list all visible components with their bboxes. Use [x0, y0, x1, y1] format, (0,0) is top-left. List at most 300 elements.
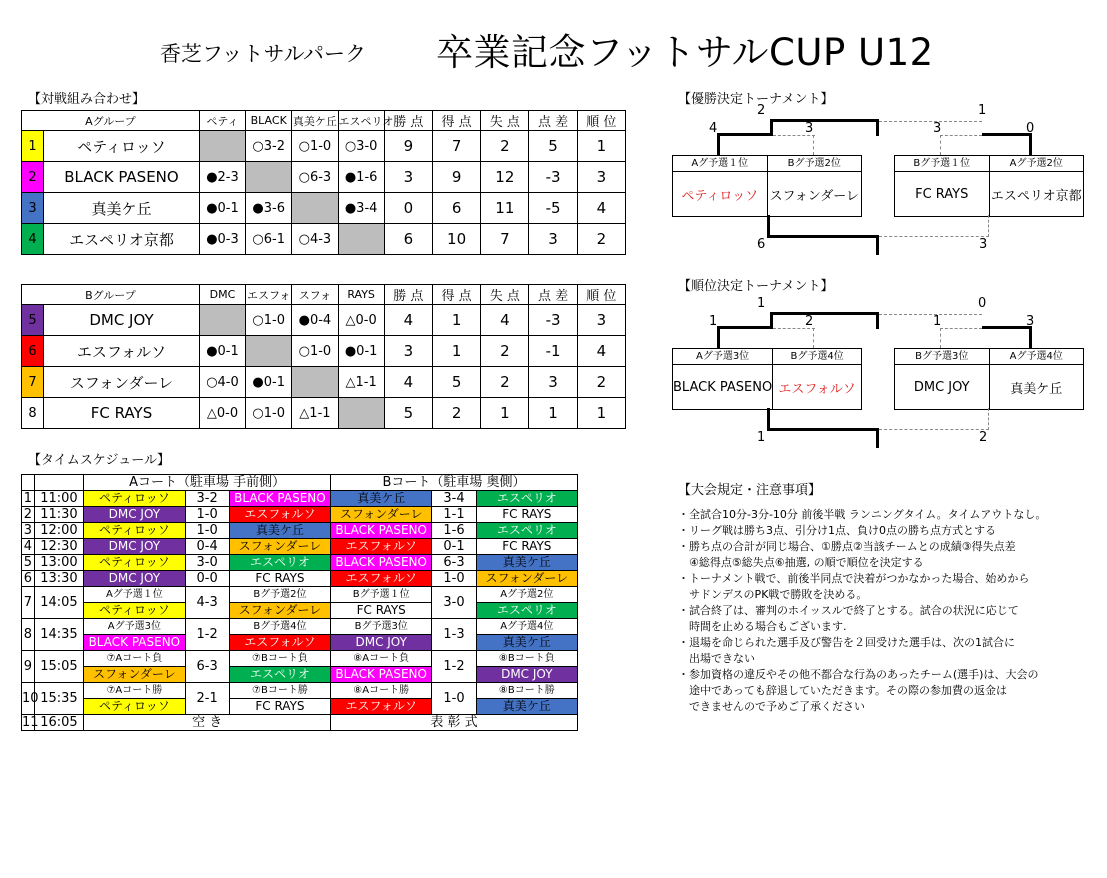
team-pts: 9	[384, 131, 432, 162]
group-a-header-cell: 勝 点	[384, 111, 432, 131]
team-gf: 5	[432, 367, 480, 398]
court-b-home: エスフォルソ	[331, 699, 432, 715]
winner-line	[717, 326, 720, 348]
court-b-away: エスペリオ	[476, 603, 577, 619]
team-gf: 10	[432, 224, 480, 255]
court-a-score: 3-2	[185, 491, 229, 507]
schedule-row	[22, 699, 578, 715]
match-result	[338, 398, 384, 429]
court-b-score: 0-1	[432, 539, 476, 555]
match-result	[199, 305, 245, 336]
court-b-score: 1-1	[432, 507, 476, 523]
slot-label: ⑦Aコート負	[84, 651, 185, 667]
rule-line: ・全試合10分-3分-10分 前後半戦 ランニングタイム。タイムアウトなし。	[678, 508, 1047, 521]
schedule-row	[22, 571, 578, 587]
match-time: 15:35	[34, 683, 84, 715]
match-number: 7	[22, 587, 35, 619]
team-gf: 7	[432, 131, 480, 162]
match-time: 11:00	[34, 491, 84, 507]
rule-line: できませんので予めご了承ください	[678, 700, 865, 713]
team-rank: 4	[577, 336, 625, 367]
schedule-row	[22, 603, 578, 619]
team-gd: -3	[529, 305, 577, 336]
team-ga: 12	[481, 162, 529, 193]
group-a-table	[21, 110, 626, 255]
bracket-score: 3	[1026, 314, 1035, 329]
bracket-team-name: エスフォルソ	[778, 381, 856, 397]
team-pts: 4	[384, 305, 432, 336]
bracket-team	[895, 349, 990, 409]
bracket-seed-label: Bグ予選3位	[895, 349, 989, 365]
court-a-home: ペティロッソ	[84, 603, 185, 619]
court-b-score: 1-2	[432, 651, 476, 683]
team-name: エスフォルソ	[44, 336, 200, 367]
team-ga: 4	[481, 305, 529, 336]
court-a-score: 3-0	[185, 555, 229, 571]
bracket-score: 1	[757, 430, 766, 445]
group-b-header-cell: RAYS	[338, 285, 384, 305]
group-b-header-cell: 得 点	[432, 285, 480, 305]
match-result	[199, 131, 245, 162]
court-a-away: エスフォルソ	[229, 635, 330, 651]
bracket-seed-label: Aグ予選4位	[990, 349, 1084, 365]
rule-line: ・参加資格の違反やその他不都合な行為のあったチーム(選手)は、大会の	[678, 668, 1039, 681]
loser-line	[940, 328, 942, 348]
court-b-home: BLACK PASENO	[331, 667, 432, 683]
schedule-row	[22, 555, 578, 571]
group-b-header-cell: スフォ	[292, 285, 338, 305]
match-number: 9	[22, 651, 35, 683]
court-a-score: 2-1	[185, 683, 229, 715]
team-gd: 3	[529, 224, 577, 255]
team-rank: 2	[577, 224, 625, 255]
rule-line: ・退場を命じられた選手及び警告を２回受けた選手は、次の1試合に	[678, 636, 1015, 649]
bracket-team	[768, 156, 862, 216]
team-number: 5	[22, 305, 44, 336]
court-b-header: Bコート（駐車場 奥側）	[331, 475, 578, 491]
court-b-score: 6-3	[432, 555, 476, 571]
bracket-match-box	[894, 348, 1084, 410]
rule-line: ・リーグ戦は勝ち3点、引分け1点、負け0点の勝ち点方式とする	[678, 524, 996, 537]
match-result: △1-1	[338, 367, 384, 398]
court-a-header: Aコート（駐車場 手前側）	[84, 475, 331, 491]
schedule-row	[22, 539, 578, 555]
match-number: 6	[22, 571, 35, 587]
loser-line	[879, 314, 982, 316]
match-result: ○6-1	[246, 224, 292, 255]
team-pts: 0	[384, 193, 432, 224]
team-name: スフォンダーレ	[44, 367, 200, 398]
team-ga: 11	[481, 193, 529, 224]
group-a-header-cell: BLACK	[246, 111, 292, 131]
slot-label: Bグ予選3位	[331, 619, 432, 635]
slot-label: ⑧Bコート負	[476, 651, 577, 667]
schedule-row	[22, 635, 578, 651]
bracket-score: 3	[933, 121, 942, 136]
team-name: ペティロッソ	[44, 131, 200, 162]
group-b-header-cell: 勝 点	[384, 285, 432, 305]
group-a-header-cell: 点 差	[529, 111, 577, 131]
bracket-score: 1	[933, 314, 942, 329]
match-result: ○1-0	[246, 305, 292, 336]
match-result: ○6-3	[292, 162, 338, 193]
final-heading: 【優勝決定トーナメント】	[678, 92, 834, 107]
team-gf: 1	[432, 305, 480, 336]
match-result: ●0-1	[246, 367, 292, 398]
court-a-away: スフォンダーレ	[229, 539, 330, 555]
court-b-away: エスペリオ	[476, 491, 577, 507]
winner-line	[982, 133, 1032, 136]
rules-section	[678, 483, 1098, 715]
team-number: 2	[22, 162, 44, 193]
group-b-row	[22, 305, 626, 336]
bracket-score: 2	[757, 103, 766, 118]
rule-line: ・トーナメント戦で、前後半同点で決着がつかなかった場合、始めから	[678, 572, 1030, 585]
match-time: 13:00	[34, 555, 84, 571]
court-a-score: 1-0	[185, 523, 229, 539]
schedule-row	[22, 667, 578, 683]
match-result: ●2-3	[199, 162, 245, 193]
winner-line	[767, 408, 770, 430]
bracket-score: 1	[709, 314, 718, 329]
bracket-team	[773, 349, 861, 409]
loser-line	[773, 328, 815, 349]
match-result: ○3-2	[246, 131, 292, 162]
schedule-row	[22, 619, 578, 635]
loser-line	[879, 236, 989, 238]
team-number: 4	[22, 224, 44, 255]
group-b-header-cell: エスフォ	[246, 285, 292, 305]
court-a-home: スフォンダーレ	[84, 667, 185, 683]
court-b-away: 真美ケ丘	[476, 555, 577, 571]
court-b-score: 3-0	[432, 587, 476, 619]
slot-label: Aグ予選4位	[476, 619, 577, 635]
bracket-seed-label: Aグ予選3位	[673, 349, 772, 365]
match-result	[246, 336, 292, 367]
match-result: ●0-1	[338, 336, 384, 367]
court-a-home: DMC JOY	[84, 571, 185, 587]
team-gf: 2	[432, 398, 480, 429]
court-a-score: 1-0	[185, 507, 229, 523]
slot-label: ⑦Bコート負	[229, 651, 330, 667]
bracket-team-name: エスペリオ京都	[990, 188, 1082, 204]
court-b-home: 真美ケ丘	[331, 491, 432, 507]
loser-line	[813, 328, 815, 348]
match-result: ○4-3	[292, 224, 338, 255]
winner-line	[770, 312, 773, 329]
match-result: ○1-0	[292, 336, 338, 367]
team-gf: 9	[432, 162, 480, 193]
rule-line: 時間を止める場合もございます.	[678, 620, 847, 633]
court-b-home: FC RAYS	[331, 603, 432, 619]
court-b-home: BLACK PASENO	[331, 523, 432, 539]
schedule-row	[22, 507, 578, 523]
bracket-match-box	[672, 155, 862, 217]
slot-label: ⑦Bコート勝	[229, 683, 330, 699]
winner-line	[770, 119, 878, 122]
winner-line	[717, 133, 720, 155]
match-number: 11	[22, 715, 39, 730]
court-b-home: エスフォルソ	[331, 571, 432, 587]
slot-label: ⑧Aコート負	[331, 651, 432, 667]
bracket-team	[990, 349, 1084, 409]
court-b-score: 3-4	[432, 491, 476, 507]
group-a-header-cell: Aグループ	[22, 111, 200, 131]
team-gf: 1	[432, 336, 480, 367]
bracket-score: 0	[1026, 121, 1035, 136]
schedule-row	[22, 523, 578, 539]
winner-line	[1029, 326, 1032, 348]
loser-line	[940, 135, 942, 155]
slot-label: ⑦Aコート勝	[84, 683, 185, 699]
court-b-away: DMC JOY	[476, 667, 577, 683]
team-rank: 3	[577, 305, 625, 336]
court-b-away: 真美ケ丘	[476, 699, 577, 715]
schedule-row	[22, 587, 578, 603]
bracket-team	[895, 156, 990, 216]
team-number: 8	[22, 398, 44, 429]
court-b-score: 1-0	[432, 683, 476, 715]
team-name: BLACK PASENO	[44, 162, 200, 193]
team-name: 真美ケ丘	[44, 193, 200, 224]
bracket-team-name: FC RAYS	[915, 186, 969, 202]
match-result: ○1-0	[246, 398, 292, 429]
group-a-row	[22, 131, 626, 162]
match-number: 2	[22, 507, 35, 523]
match-result	[292, 193, 338, 224]
venue-name: 香芝フットサルパーク	[160, 42, 367, 66]
group-a-row	[22, 224, 626, 255]
bracket-score: 6	[757, 237, 766, 252]
court-a-home: ペティロッソ	[84, 699, 185, 715]
group-b-row	[22, 336, 626, 367]
court-a-home: DMC JOY	[84, 539, 185, 555]
match-number: 5	[22, 555, 35, 571]
loser-line	[879, 121, 982, 123]
match-result	[246, 162, 292, 193]
team-pts: 3	[384, 336, 432, 367]
match-number: 3	[22, 523, 35, 539]
loser-line	[879, 429, 989, 431]
match-result: ●1-6	[338, 162, 384, 193]
court-a-score: 0-4	[185, 539, 229, 555]
court-b-score: 1-0	[432, 571, 476, 587]
match-result: ●0-4	[292, 305, 338, 336]
bracket-team	[673, 156, 768, 216]
bracket-seed-label: Bグ予選１位	[895, 156, 989, 172]
schedule-table	[21, 474, 578, 731]
loser-line	[813, 135, 815, 155]
group-a-header-cell: 順 位	[577, 111, 625, 131]
match-result: △1-1	[292, 398, 338, 429]
group-a-header-cell: ペティ	[199, 111, 245, 131]
team-ga: 2	[481, 336, 529, 367]
team-rank: 1	[577, 131, 625, 162]
rule-line: ・勝ち点の合計が同じ場合、①勝点②当該チームとの成績③得失点差	[678, 540, 1016, 553]
schedule-row	[22, 683, 578, 699]
match-result	[292, 367, 338, 398]
bracket-team-name: スフォンダーレ	[769, 188, 860, 204]
team-gd: 1	[529, 398, 577, 429]
placement-heading: 【順位決定トーナメント】	[678, 279, 834, 294]
winner-line	[767, 235, 879, 238]
team-ga: 1	[481, 398, 529, 429]
team-number: 7	[22, 367, 44, 398]
match-time: 14:35	[34, 619, 84, 651]
team-ga: 2	[481, 131, 529, 162]
bracket-team-name: DMC JOY	[913, 379, 970, 395]
court-a-away: スフォンダーレ	[229, 603, 330, 619]
match-time: 16:05	[34, 715, 84, 731]
group-b-row	[22, 367, 626, 398]
bracket-match-box	[672, 348, 862, 410]
court-b-home: DMC JOY	[331, 635, 432, 651]
bracket-score: 4	[709, 121, 718, 136]
court-b-away: FC RAYS	[476, 539, 577, 555]
court-a-away: エスフォルソ	[229, 507, 330, 523]
court-a-away: FC RAYS	[229, 699, 330, 715]
team-ga: 7	[481, 224, 529, 255]
team-pts: 5	[384, 398, 432, 429]
group-b-row	[22, 398, 626, 429]
bracket-score: 1	[978, 103, 987, 118]
match-result: △0-0	[338, 305, 384, 336]
winner-line	[876, 235, 879, 255]
court-b-home: BLACK PASENO	[331, 555, 432, 571]
court-a-away: 真美ケ丘	[229, 523, 330, 539]
team-rank: 1	[577, 398, 625, 429]
rule-line: ④総得点⑤総失点⑥抽選, の順で順位を決定する	[678, 556, 924, 569]
schedule-row	[22, 491, 578, 507]
team-gd: -3	[529, 162, 577, 193]
group-a-row	[22, 193, 626, 224]
court-a-away: BLACK PASENO	[229, 491, 330, 507]
schedule-row	[22, 651, 578, 667]
team-gd: -1	[529, 336, 577, 367]
slot-label: Bグ予選１位	[331, 587, 432, 603]
group-b-header-cell: 点 差	[529, 285, 577, 305]
winner-line	[717, 133, 773, 136]
court-a-home: DMC JOY	[84, 507, 185, 523]
match-time: 11:30	[34, 507, 84, 523]
bracket-seed-label: Aグ予選１位	[673, 156, 767, 172]
bracket-seed-label: Bグ予選2位	[768, 156, 862, 172]
loser-line	[988, 215, 990, 237]
bracket-score: 3	[979, 237, 988, 252]
slot-label: ⑧Bコート勝	[476, 683, 577, 699]
match-result: ●3-6	[246, 193, 292, 224]
group-a-header-cell: エスペリオ	[338, 111, 384, 131]
court-b-away: エスペリオ	[476, 523, 577, 539]
match-time: 12:30	[34, 539, 84, 555]
team-name: FC RAYS	[44, 398, 200, 429]
match-time: 15:05	[34, 651, 84, 683]
match-number: 1	[22, 491, 35, 507]
group-b-header-cell: DMC	[199, 285, 245, 305]
match-result: ○1-0	[292, 131, 338, 162]
group-b-header-cell: Bグループ	[22, 285, 200, 305]
court-b-event: 表 彰 式	[331, 715, 578, 731]
winner-line	[982, 326, 1032, 329]
group-a-header-cell: 得 点	[432, 111, 480, 131]
bracket-match-box	[894, 155, 1084, 217]
slot-label: Bグ予選2位	[229, 587, 330, 603]
team-pts: 4	[384, 367, 432, 398]
schedule-row	[22, 715, 578, 731]
court-a-home: BLACK PASENO	[84, 635, 185, 651]
court-a-home: ペティロッソ	[84, 491, 185, 507]
slot-label: Bグ予選4位	[229, 619, 330, 635]
court-b-away: スフォンダーレ	[476, 571, 577, 587]
bracket-team	[673, 349, 773, 409]
match-number: 10	[22, 683, 35, 715]
bracket-score: 2	[979, 430, 988, 445]
slot-label: Aグ予選１位	[84, 587, 185, 603]
team-ga: 2	[481, 367, 529, 398]
court-a-away: FC RAYS	[229, 571, 330, 587]
bracket-team-name: ペティロッソ	[681, 188, 759, 204]
court-a-home: ペティロッソ	[84, 555, 185, 571]
schedule-heading: 【タイムスケジュール】	[28, 453, 170, 468]
winner-line	[717, 326, 773, 329]
court-a-away: エスペリオ	[229, 555, 330, 571]
match-result: ○3-0	[338, 131, 384, 162]
team-rank: 2	[577, 367, 625, 398]
winner-line	[1029, 133, 1032, 155]
court-a-event: 空 き	[84, 715, 331, 731]
match-result: ○4-0	[199, 367, 245, 398]
rule-line: ・試合終了は、審判のホイッスルで終了とする。試合の状況に応じて	[678, 604, 1019, 617]
match-result: ●0-1	[199, 193, 245, 224]
court-a-score: 6-3	[185, 651, 229, 683]
court-b-away: FC RAYS	[476, 507, 577, 523]
loser-line	[773, 135, 815, 156]
team-rank: 4	[577, 193, 625, 224]
bracket-team	[990, 156, 1084, 216]
slot-label: Aグ予選3位	[84, 619, 185, 635]
team-gd: 3	[529, 367, 577, 398]
group-a-header-cell: 失 点	[481, 111, 529, 131]
winner-line	[767, 428, 879, 431]
team-gd: 5	[529, 131, 577, 162]
court-b-away: 真美ケ丘	[476, 635, 577, 651]
court-a-score: 4-3	[185, 587, 229, 619]
court-b-score: 1-6	[432, 523, 476, 539]
court-a-score: 0-0	[185, 571, 229, 587]
court-a-home: ペティロッソ	[84, 523, 185, 539]
team-gf: 6	[432, 193, 480, 224]
match-time: 14:05	[34, 587, 84, 619]
loser-line	[940, 135, 982, 156]
court-b-home: エスフォルソ	[331, 539, 432, 555]
team-pts: 6	[384, 224, 432, 255]
match-result: ●0-1	[199, 336, 245, 367]
team-rank: 3	[577, 162, 625, 193]
match-time: 13:30	[34, 571, 84, 587]
bracket-score: 0	[978, 296, 987, 311]
group-b-header-cell: 失 点	[481, 285, 529, 305]
court-b-home: スフォンダーレ	[331, 507, 432, 523]
group-a-row	[22, 162, 626, 193]
rule-line: 途中であっても辞退していただきます。その際の参加費の返金は	[678, 684, 1008, 697]
rules-heading: 【大会規定・注意事項】	[678, 483, 822, 498]
court-b-score: 1-3	[432, 619, 476, 651]
winner-line	[876, 428, 879, 448]
winner-line	[767, 215, 770, 237]
league-heading: 【対戦組み合わせ】	[28, 92, 146, 107]
team-number: 6	[22, 336, 44, 367]
bracket-score: 2	[805, 314, 814, 329]
